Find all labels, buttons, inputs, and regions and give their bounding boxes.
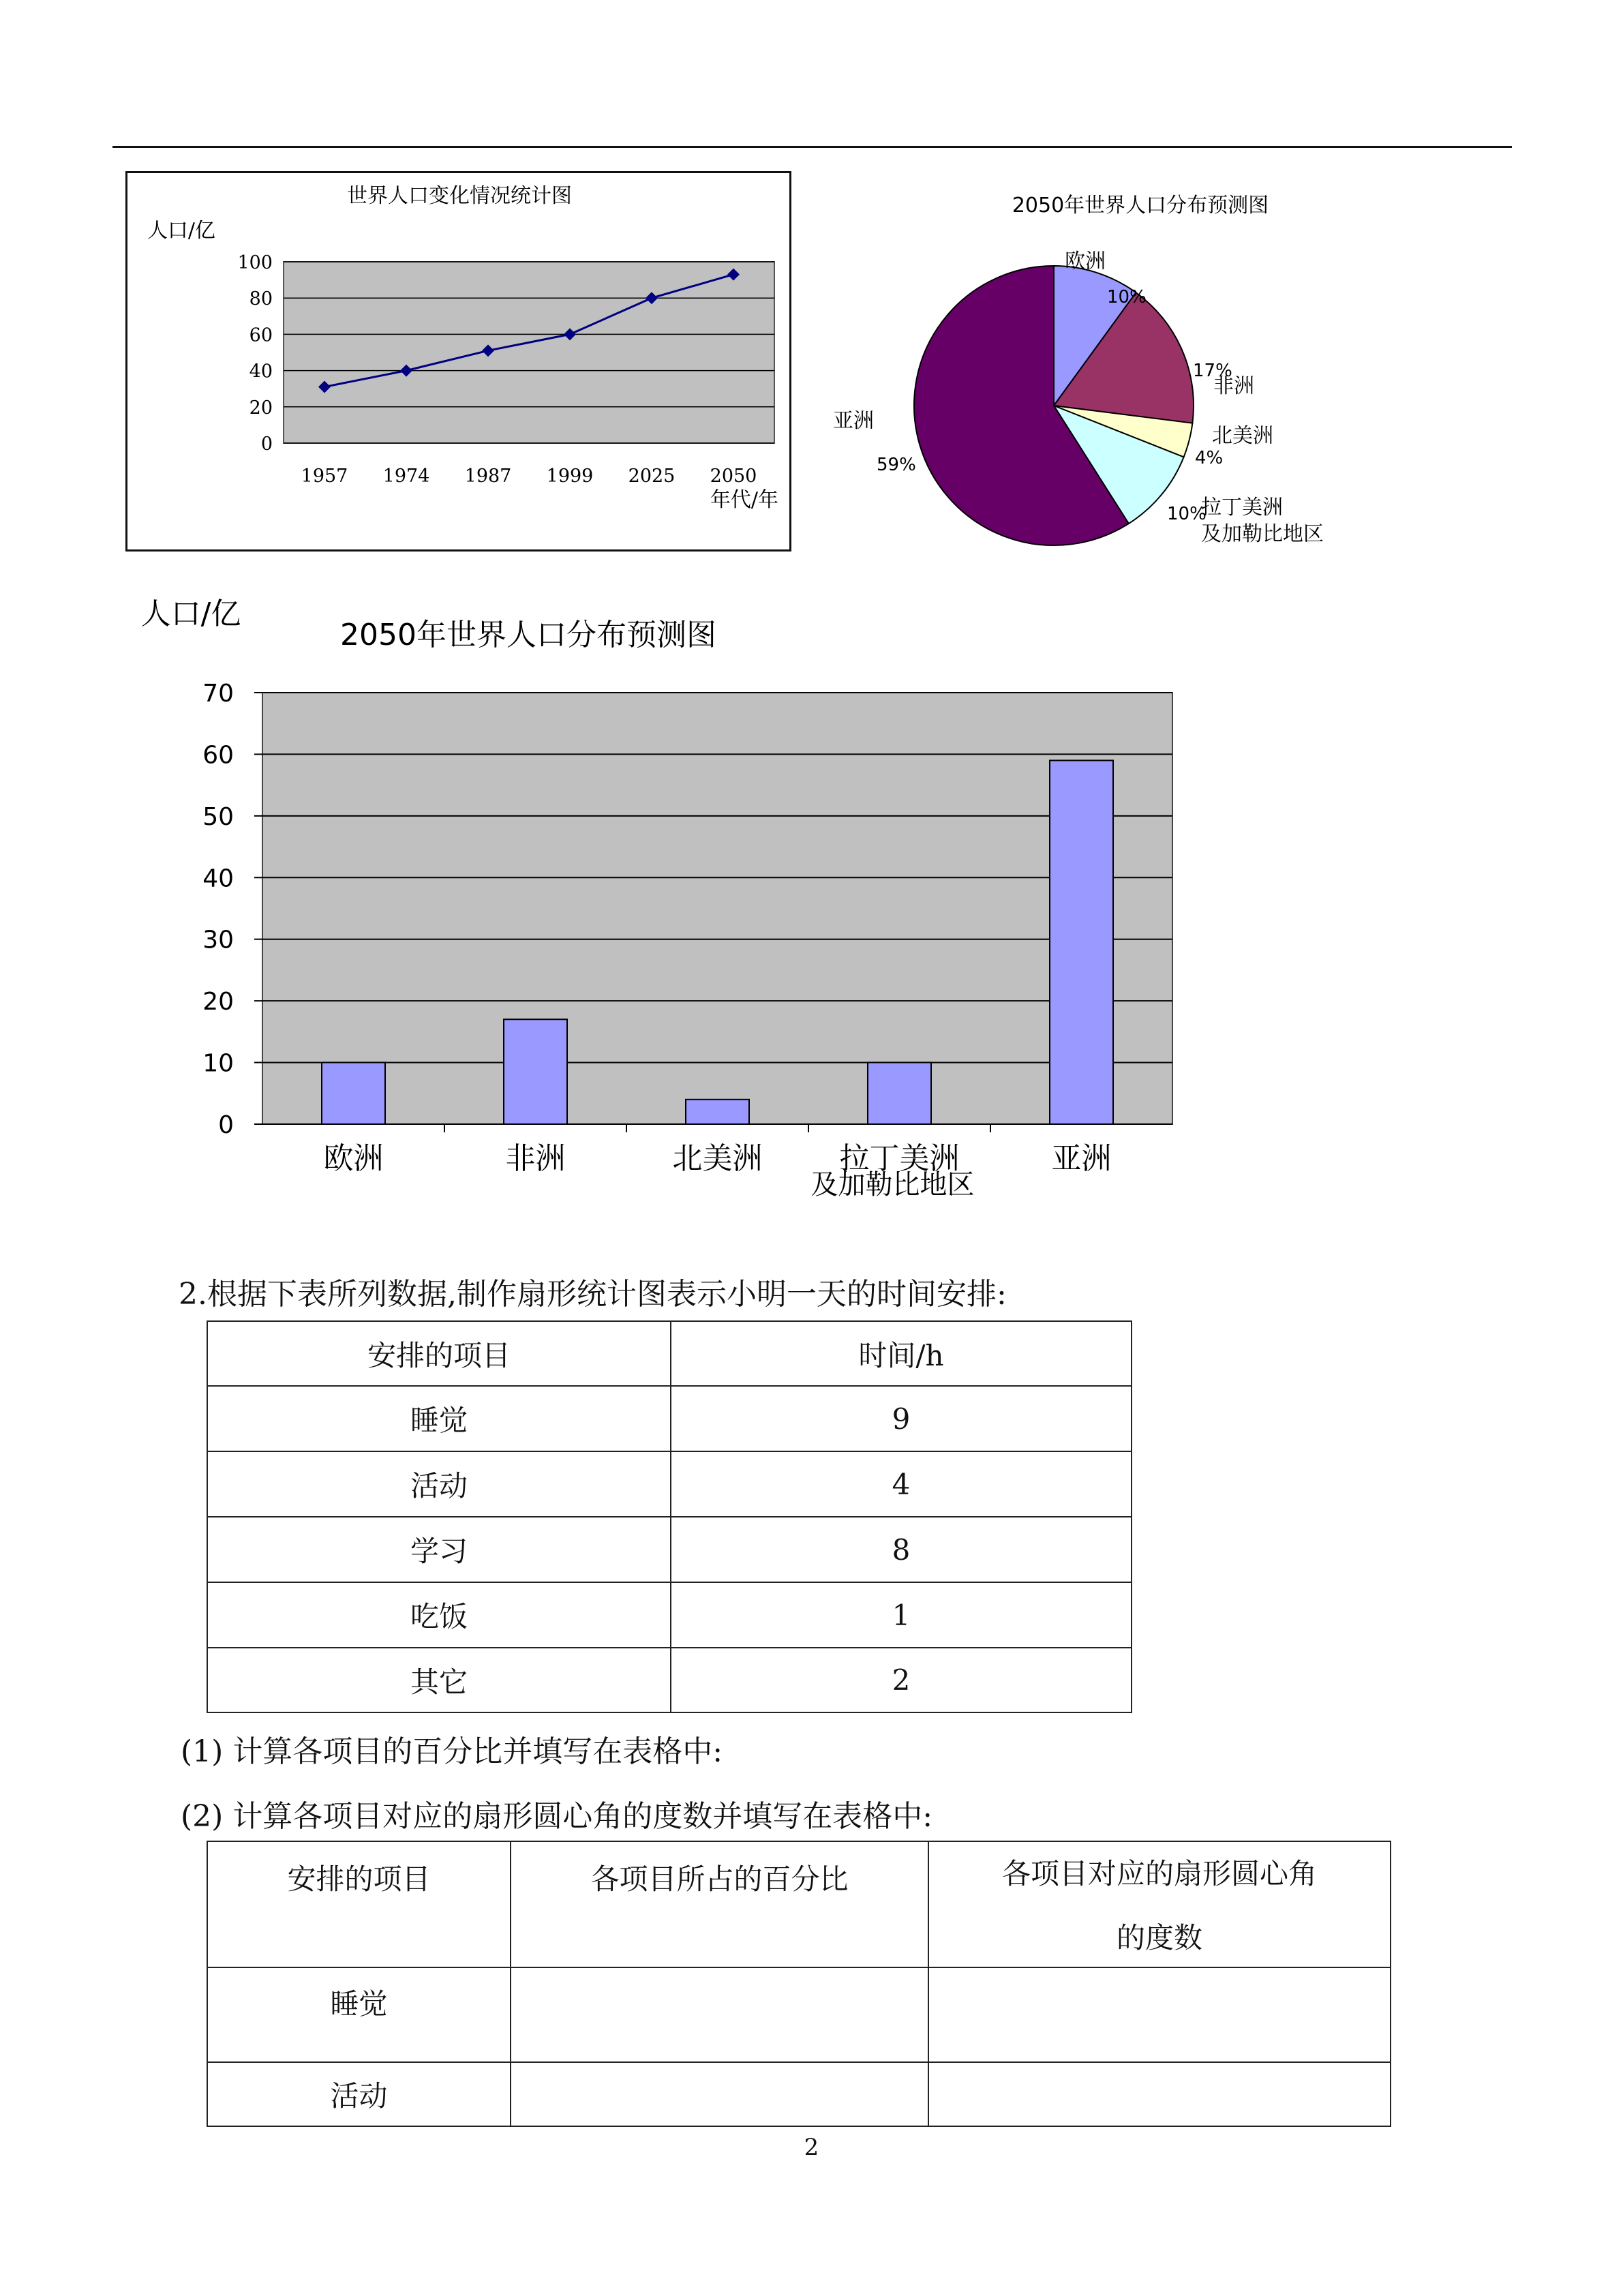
- pie-label-latin-america: 拉丁美洲: [1201, 496, 1283, 519]
- bar-chart-ylabel: 人口/亿: [140, 596, 241, 631]
- table2-cell-percent: [511, 2062, 928, 2126]
- bar: [868, 1063, 931, 1124]
- table2-cell-angle: [928, 2062, 1391, 2126]
- table2-header-percent: [511, 1841, 928, 1967]
- bar-x-tick-label: 亚洲: [1051, 1141, 1112, 1176]
- percent-angle-table: [207, 1841, 1391, 2127]
- table-row: [207, 1967, 1391, 2062]
- question2-sub1: (1) 计算各项目的百分比并填写在表格中:: [181, 1734, 723, 1769]
- line-y-tick-label: 100: [237, 252, 273, 273]
- line-y-tick-label: 0: [260, 434, 273, 455]
- bar-x-tick-label: 欧洲: [323, 1141, 384, 1176]
- bar-x-tick-label: 拉丁美洲: [839, 1141, 960, 1176]
- bar-x-tick-label: 北美洲: [672, 1141, 763, 1176]
- line-chart-title: 世界人口变化情况统计图: [347, 184, 572, 208]
- table1-header-time: 时间/h: [671, 1321, 1132, 1386]
- bar-chart-title: 2050年世界人口分布预测图: [340, 618, 716, 652]
- bar-y-tick-label: 70: [202, 680, 234, 708]
- pie-pct-north-america: 4%: [1195, 448, 1224, 468]
- line-x-tick-label: 1999: [546, 466, 594, 487]
- table1-cell-time: 1: [671, 1582, 1132, 1648]
- pie-label-latin-america-2: 及加勒比地区: [1201, 522, 1324, 546]
- bar-x-tick-label-line2: 及加勒比地区: [810, 1169, 975, 1200]
- line-x-tick-label: 1957: [301, 466, 348, 487]
- table2-header-angle-line1: 各项目对应的扇形圆心角: [1001, 1857, 1317, 1890]
- bar-x-ticks: [324, 1124, 1112, 1200]
- line-y-tick-label: 60: [249, 324, 273, 346]
- table2-header-percent-text: 各项目所占的百分比: [590, 1862, 849, 1896]
- line-y-tick-label: 40: [249, 361, 273, 382]
- table-row: [207, 1451, 1132, 1517]
- bar: [322, 1063, 385, 1124]
- bar-y-tick-label: 30: [202, 926, 234, 954]
- line-chart: [125, 171, 791, 552]
- pie-pct-africa: 17%: [1193, 361, 1232, 381]
- table1-header-item: 安排的项目: [207, 1321, 671, 1386]
- bar-y-tick-label: 0: [218, 1111, 234, 1139]
- pie-pct-asia: 59%: [877, 455, 916, 475]
- table-row: [207, 1648, 1132, 1712]
- table2-cell-percent: [511, 1967, 928, 2062]
- bar-y-tick-label: 10: [202, 1049, 234, 1078]
- bar-y-tick-label: 60: [202, 741, 234, 770]
- line-x-tick-label: 2050: [710, 466, 757, 487]
- bar-y-ticks: [202, 680, 262, 1139]
- line-chart-xlabel: 年代/年: [710, 488, 779, 512]
- table1-cell-time: 4: [671, 1451, 1132, 1517]
- page-number: 2: [804, 2134, 819, 2161]
- table1-cell-time: 9: [671, 1386, 1132, 1451]
- pie-label-asia: 亚洲: [833, 409, 874, 433]
- table1-cell-time: 8: [671, 1517, 1132, 1582]
- pie-pct-latin-america: 10%: [1167, 504, 1207, 524]
- table2-cell-angle: [928, 1967, 1391, 2062]
- pie-label-north-america: 北美洲: [1212, 424, 1273, 448]
- line-x-ticks: [301, 466, 757, 487]
- bar-plot-area: [262, 693, 1172, 1124]
- table1-cell-item: 活动: [207, 1451, 671, 1517]
- line-plot-area: [284, 262, 774, 443]
- bar-y-tick-label: 50: [202, 802, 234, 831]
- table2-cell-item: 活动: [207, 2062, 511, 2126]
- table2-header-item-text: 安排的项目: [287, 1862, 431, 1896]
- table-row: [207, 1582, 1132, 1648]
- line-x-tick-label: 1987: [464, 466, 512, 487]
- bar: [1050, 760, 1113, 1124]
- table-row: [207, 1517, 1132, 1582]
- pie-label-europe: 欧洲: [1065, 250, 1106, 273]
- line-x-tick-label: 2025: [628, 466, 676, 487]
- schedule-table: [207, 1320, 1132, 1713]
- table2-cell-item: [207, 1967, 511, 2062]
- bar: [686, 1100, 749, 1124]
- line-y-tick-label: 80: [249, 288, 273, 310]
- table2-header-item: [207, 1841, 511, 1967]
- header-rule: [112, 146, 1512, 148]
- pie-chart-title: 2050年世界人口分布预测图: [1012, 194, 1269, 217]
- table2-header-angle: [928, 1841, 1391, 1967]
- bar-chart: [123, 586, 1112, 1227]
- line-chart-ylabel: 人口/亿: [147, 219, 216, 243]
- pie-slices: [914, 266, 1194, 545]
- question2-sub2: (2) 计算各项目对应的扇形圆心角的度数并填写在表格中:: [181, 1799, 933, 1834]
- table1-cell-item: 吃饭: [207, 1582, 671, 1648]
- bar-y-tick-label: 20: [202, 988, 234, 1016]
- pie-pct-europe: 10%: [1107, 287, 1147, 307]
- pie-chart: [818, 177, 1404, 559]
- table1-cell-item: 学习: [207, 1517, 671, 1582]
- table1-cell-time: 2: [671, 1648, 1132, 1712]
- bar: [504, 1019, 567, 1124]
- table1-cell-item: 其它: [207, 1648, 671, 1712]
- line-x-tick-label: 1974: [382, 466, 430, 487]
- question2-prompt: 2.根据下表所列数据,制作扇形统计图表示小明一天的时间安排:: [179, 1277, 1007, 1312]
- table1-cell-item: 睡觉: [207, 1386, 671, 1451]
- bar-x-tick-label: 非洲: [505, 1141, 566, 1176]
- pie-label-africa: 非洲: [1213, 374, 1254, 398]
- table-row: [207, 1386, 1132, 1451]
- line-y-ticks: [237, 252, 273, 455]
- table2-header-angle-line2: 的度数: [1116, 1921, 1202, 1954]
- table2-cell-item-text: 睡觉: [330, 1987, 388, 2021]
- table-row: [207, 2062, 1391, 2126]
- line-y-tick-label: 20: [249, 397, 273, 419]
- bar-y-tick-label: 40: [202, 864, 234, 893]
